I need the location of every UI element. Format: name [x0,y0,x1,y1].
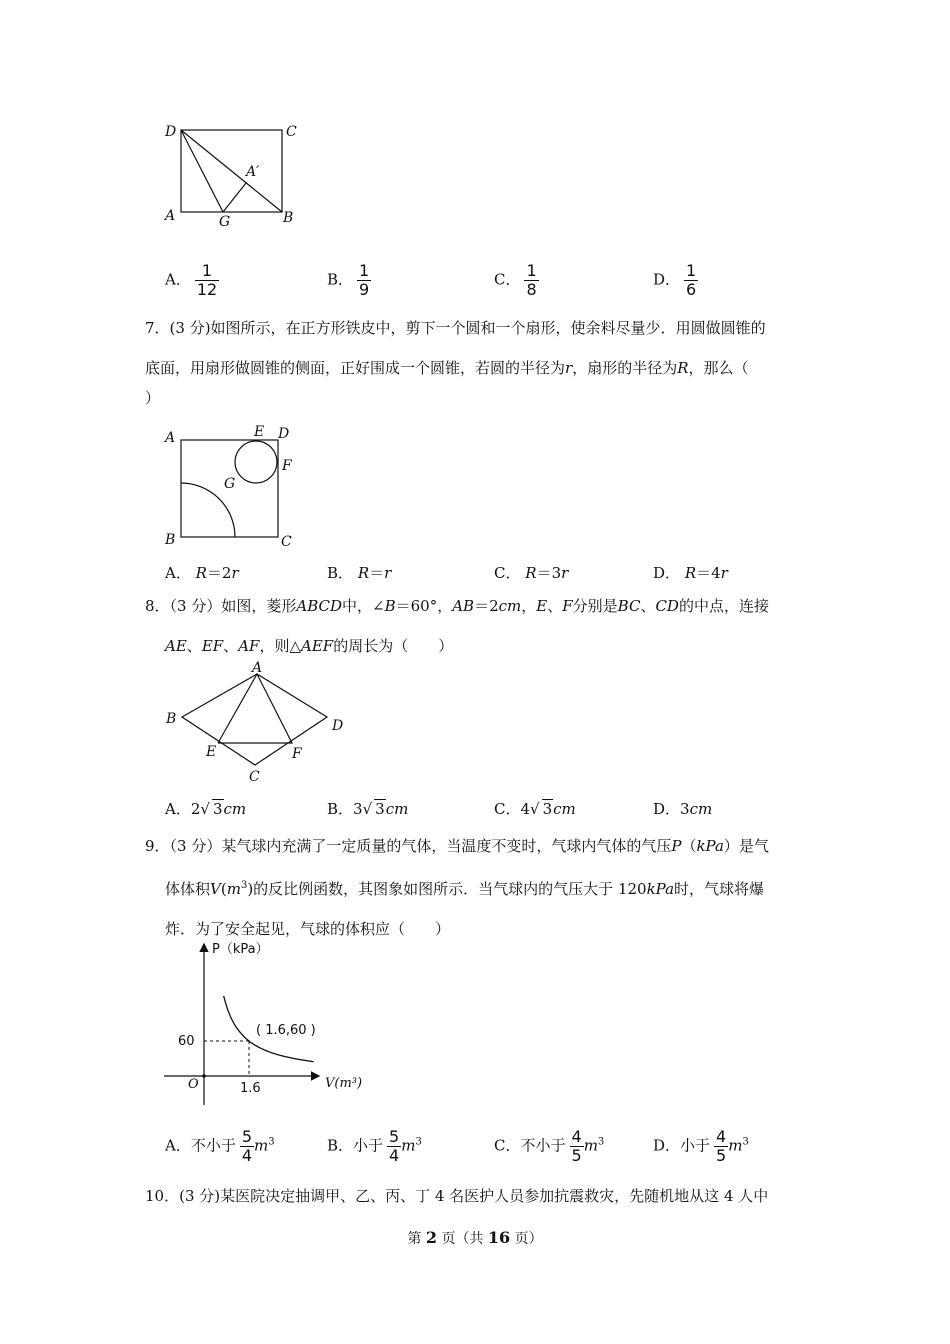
q7-option-c-lhs: R [525,564,537,582]
q9-line3: 炸．为了安全起见，气球的体积应（ ） [165,920,451,938]
page-footer: 第 2 页（共 16 页） [407,1228,543,1247]
q7-label-c: C [281,534,292,550]
q8-label-b: B [166,711,177,727]
q7-option-b-rhs: r [384,564,392,582]
q7-option-b-lhs: R [357,564,370,582]
q7-option-a[interactable] [165,562,239,583]
q6-option-c-num: 1 [526,261,537,280]
q7-label-e: E [254,424,265,440]
q6-option-a-letter: A． [165,270,191,289]
q6-option-b-den: 9 [359,280,370,299]
q7-line1: 7．(3 分)如图所示，在正方形铁皮中，剪下一个圆和一个扇形，使余料尽量少．用圆做圆锥的 [145,319,766,337]
q7-option-c-letter: C． [494,564,521,582]
footer-total: 16 [487,1228,511,1247]
q9-y-label: P（kPa） [212,942,269,957]
q7-option-c-eq: ＝3 [536,564,562,582]
q9-option-b[interactable]: B．小于 $\frac{5}{4}$ $m^3$ [327,1127,422,1165]
q9-y-tick: 60 [178,1034,195,1049]
q7-option-c-rhs: r [561,564,569,582]
q6-option-c-letter: C． [494,270,521,289]
q7-option-b-eq: ＝ [369,564,385,582]
q10-stem [145,1176,810,1216]
q7-option-a-letter: A． [165,564,191,582]
q10-line1: 10．(3 分)某医院决定抽调甲、乙、丙、丁 4 名医护人员参加抗震救灾，先随机地从这 4 人中 [145,1187,769,1205]
q6-option-c[interactable] [494,262,539,299]
q8-line2: AE、EF、AF，则△AEF的周长为（ ） [165,637,454,655]
q9-line2: 体体积$V(m^3)$的反比例函数，其图象如图所示．当气球内的气压大于 120kPa时，气球将爆 [165,880,765,898]
q9-line1: 9．（3 分）某气球内充满了一定质量的气体，当温度不变时，气球内气体的气压P（kPa）是气 [145,837,769,855]
q7-label-b: B [165,532,176,548]
q7-line2c: ，那么（ [688,359,749,377]
q8-triangle-aef [218,674,292,743]
q7-option-b-letter: B． [327,564,354,582]
q6-segment-dg [181,130,223,212]
q8-option-c[interactable]: C．4√ 3cm [494,800,576,818]
q6-option-c-den: 8 [526,280,537,299]
q7-line3: ） [145,389,161,407]
q9-x-tick: 1.6 [240,1081,261,1096]
q9-stem [145,826,810,949]
footer-page: 2 [425,1228,437,1247]
q7-label-f: F [282,458,292,474]
q7-line2 [145,348,810,388]
q8-label-f: F [292,746,302,762]
q7-circle [235,441,277,483]
q6-label-a: A [165,208,176,224]
q7-line2a: 底面，用扇形做圆锥的侧面，正好围成一个圆锥，若圆的半径为 [145,359,566,377]
q8-line1: 8．（3 分）如图，菱形ABCD中，∠B＝60°，AB＝2cm，E、F分别是BC、CD的中点，连接 [145,597,769,615]
q7-option-d-lhs: R [684,564,697,582]
q9-graph [160,935,375,1110]
q8-figure [160,660,360,785]
q7-figure [160,420,310,550]
q7-option-d[interactable] [653,562,728,583]
q6-option-d-letter: D． [653,270,681,289]
q9-x-label: V(m³) [325,1076,363,1091]
q7-label-a: A [165,430,176,446]
q7-option-a-eq: ＝2 [206,564,232,582]
q6-option-a-num: 1 [195,262,219,281]
q7-label-d: D [278,426,290,442]
q7-option-c[interactable] [494,562,568,583]
q7-option-d-rhs: r [720,564,728,582]
q9-option-a[interactable]: A．不小于 $\frac{5}{4}$ $m^3$ [165,1127,275,1165]
q6-diagonal-db [181,130,282,212]
q7-stem [145,308,810,408]
q6-label-g: G [219,214,231,230]
q6-option-b-num: 1 [359,261,370,280]
q6-option-a[interactable] [165,262,219,299]
q7-option-d-letter: D． [653,564,681,582]
q6-segment-ga [223,183,246,212]
q7-label-g: G [224,476,236,492]
q7-var-big-r: R [677,359,689,377]
q8-label-c: C [249,769,260,785]
q9-origin-dot [202,1074,206,1078]
q8-label-a: A [252,660,263,676]
q7-option-d-eq: ＝4 [696,564,721,582]
q9-option-c[interactable]: C．不小于 $\frac{4}{5}$ $m^3$ [494,1127,605,1165]
q6-option-d-den: 6 [686,280,697,299]
q6-option-d-num: 1 [686,261,697,280]
q8-option-d[interactable]: D．3cm [653,800,713,818]
q8-stem [145,586,810,666]
q6-label-aprime: A′ [246,164,260,180]
q8-option-b[interactable]: B．3√ 3cm [327,800,409,818]
q6-option-b[interactable] [327,262,371,299]
q6-label-b: B [283,210,294,226]
q9-origin-label: O [188,1077,199,1092]
q8-label-d: D [332,718,344,734]
q7-var-r: r [565,359,573,377]
q7-option-b[interactable] [327,562,391,583]
q6-option-d[interactable] [653,262,698,299]
q7-line2b: ，扇形的半径为 [572,359,678,377]
q6-label-c: C [286,124,297,140]
q9-option-d[interactable]: D．小于 $\frac{4}{5}$ $m^3$ [653,1127,749,1165]
q7-option-a-lhs: R [195,564,207,582]
q6-label-d: D [165,124,177,140]
q6-figure [160,118,310,233]
q6-option-a-den: 12 [196,280,218,299]
q8-option-a[interactable]: A．2√ 3cm [165,800,247,818]
q7-option-a-rhs: r [231,564,239,582]
q9-point-label: ( 1.6,60 ) [256,1023,316,1038]
q8-rhombus [182,674,327,765]
q8-label-e: E [206,744,217,760]
q6-option-b-letter: B． [327,270,354,289]
